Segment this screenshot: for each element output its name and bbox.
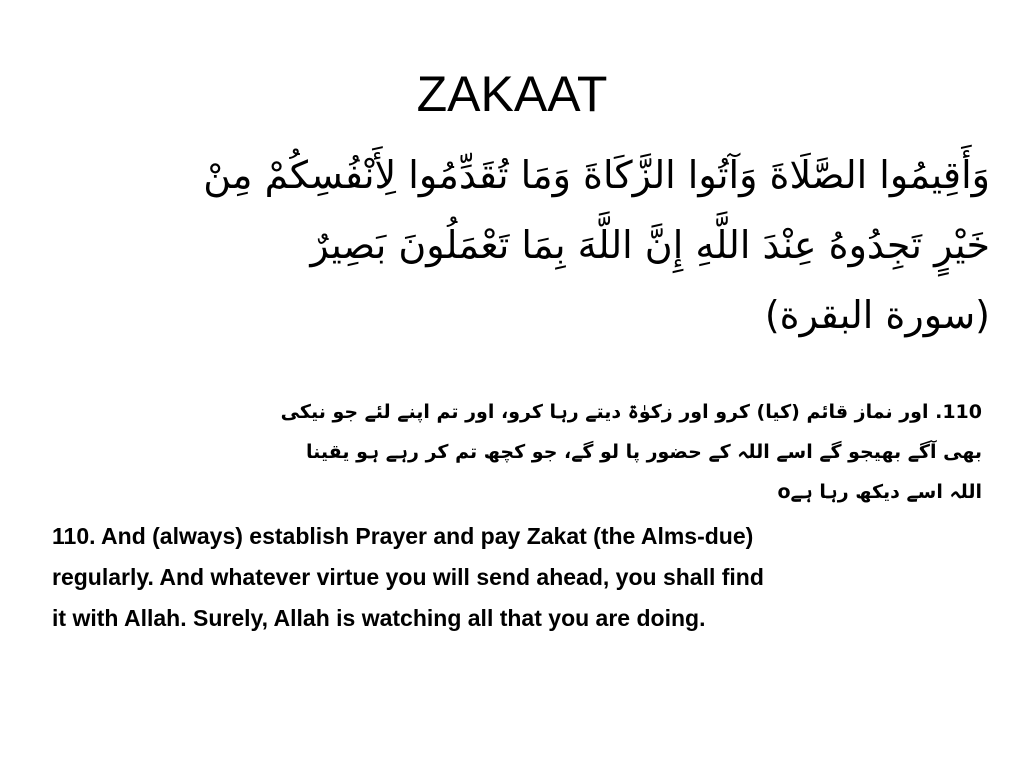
english-translation-line-1: 110. And (always) establish Prayer and pay Zakat (the Alms-due) [52,523,754,549]
arabic-verse-line-1: وَأَقِيمُوا الصَّلَاةَ وَآتُوا الزَّكَاةَ وَمَا تُقَدِّمُوا لِأَنْفُسِكُمْ مِنْ [203,153,990,197]
english-translation-line-3: it with Allah. Surely, Allah is watching all that you are doing. [52,605,706,631]
english-translation-line-2: regularly. And whatever virtue you will send ahead, you shall find [52,564,764,590]
urdu-translation-line-1: 110. اور نماز قائم (کیا) کرو اور زکوٰۃ دیتے رہا کرو، اور تم اپنے لئے جو نیکی [280,401,982,423]
surah-reference: (سورة البقرة) [764,293,990,337]
urdu-translation-line-3: اللہ اسے دیکھ رہا ہےo [777,481,982,503]
slide-title: ZAKAAT [416,66,608,122]
arabic-verse-line-2: خَيْرٍ تَجِدُوهُ عِنْدَ اللَّهِ إِنَّ اللَّهَ بِمَا تَعْمَلُونَ بَصِيرٌ [310,223,990,267]
urdu-translation-line-2: بھی آگے بھیجو گے اسے اللہ کے حضور پا لو گے، جو کچھ تم کر رہے ہو یقینا [306,441,982,463]
urdu-translation [48,392,982,512]
arabic-verse [40,140,990,350]
english-translation [52,516,992,639]
